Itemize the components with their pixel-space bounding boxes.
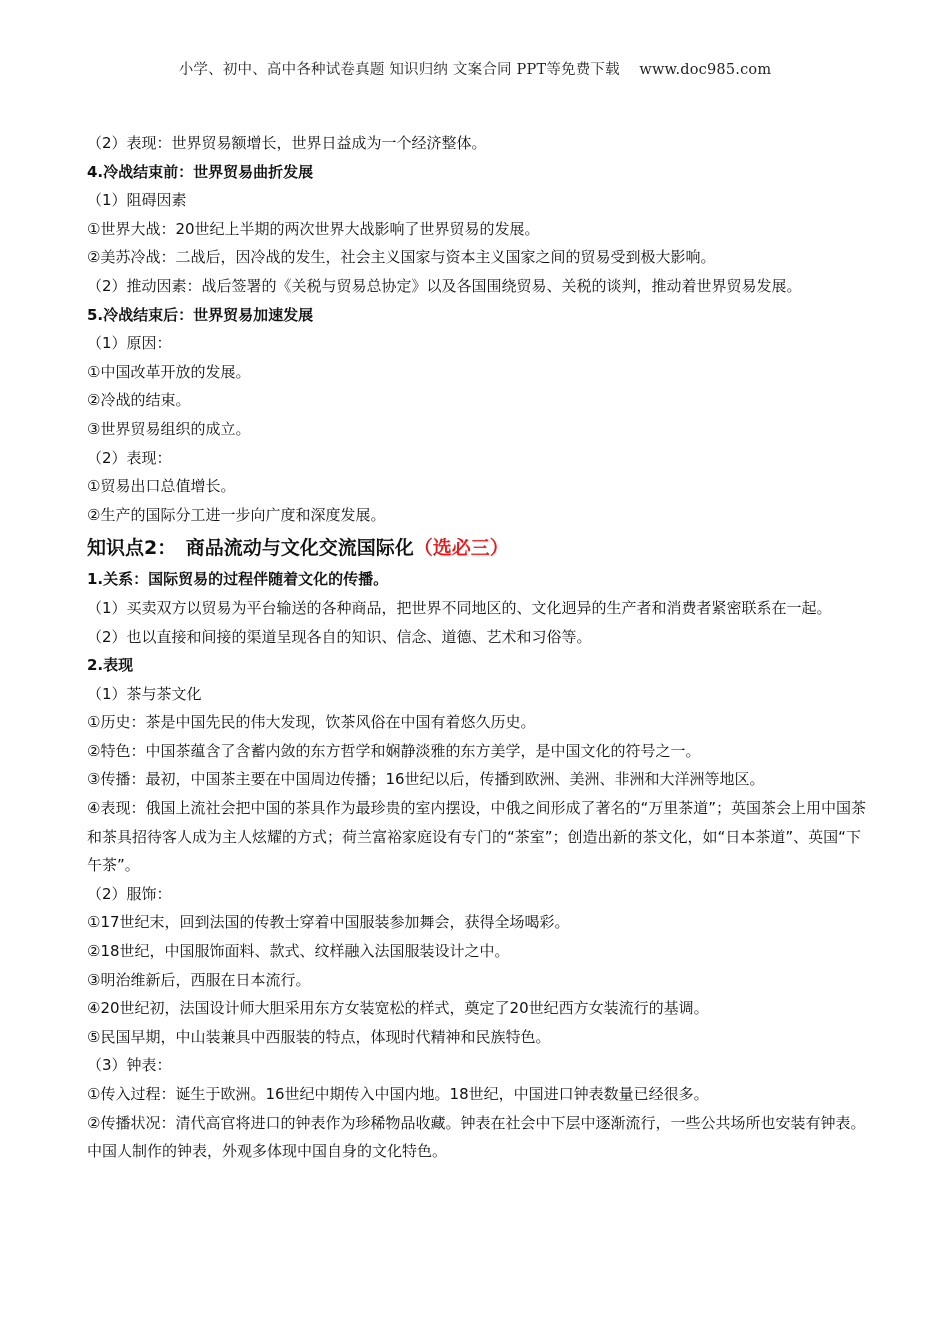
paragraph: ③明治维新后，西服在日本流行。 [87, 970, 311, 989]
document-body [87, 129, 867, 1166]
paragraph: ④20世纪初，法国设计师大胆采用东方女装宽松的样式，奠定了20世纪西方女装流行的基调。 [87, 999, 709, 1018]
paragraph: ③世界贸易组织的成立。 [87, 419, 251, 438]
paragraph: （2）也以直接和间接的渠道呈现各自的知识、信念、道德、艺术和习俗等。 [87, 627, 592, 646]
paragraph: ①世界大战：20世纪上半期的两次世界大战影响了世界贸易的发展。 [87, 219, 540, 238]
paragraph: ⑤民国早期，中山装兼具中西服装的特点，体现时代精神和民族特色。 [87, 1027, 551, 1046]
paragraph: ②传播状况：清代高官将进口的钟表作为珍稀物品收藏。钟表在社会中下层中逐渐流行，一些公共场所也安装有钟表。中国人制作的钟表，外观多体现中国自身的文化特色。 [87, 1113, 866, 1161]
paragraph: ①中国改革开放的发展。 [87, 362, 251, 381]
paragraph: ①17世纪末，回到法国的传教士穿着中国服装参加舞会，获得全场喝彩。 [87, 913, 570, 932]
paragraph: ②美苏冷战：二战后，因冷战的发生，社会主义国家与资本主义国家之间的贸易受到极大影响。 [87, 248, 716, 267]
paragraph: （3）钟表： [87, 1056, 172, 1075]
paragraph: （2）表现： [87, 448, 172, 467]
subheading: 5.冷战结束后：世界贸易加速发展 [87, 305, 314, 324]
paragraph: ①历史：茶是中国先民的伟大发现，饮茶风俗在中国有着悠久历史。 [87, 713, 536, 732]
paragraph: ②特色：中国茶蕴含了含蓄内敛的东方哲学和娴静淡雅的东方美学，是中国文化的符号之一。 [87, 741, 701, 760]
paragraph: ①传入过程：诞生于欧洲。16世纪中期传入中国内地。18世纪，中国进口钟表数量已经很多。 [87, 1085, 709, 1103]
subheading: 1.关系：国际贸易的过程伴随着文化的传播。 [87, 570, 389, 589]
subheading: 2.表现 [87, 656, 134, 675]
section-heading [87, 531, 867, 565]
section-title: 知识点2： 商品流动与文化交流国际化 [87, 537, 414, 560]
section-tag: （选必三） [413, 537, 509, 560]
paragraph: （1）茶与茶文化 [87, 684, 202, 703]
paragraph: （2）推动因素：战后签署的《关税与贸易总协定》以及各国围绕贸易、关税的谈判，推动着世界贸易发展。 [87, 276, 802, 295]
paragraph: （2）表现：世界贸易额增长，世界日益成为一个经济整体。 [87, 134, 487, 152]
paragraph: （1）原因： [87, 334, 172, 353]
subheading: 4.冷战结束前：世界贸易曲折发展 [87, 162, 314, 181]
paragraph: （2）服饰： [87, 884, 172, 903]
paragraph: ②18世纪，中国服饰面料、款式、纹样融入法国服装设计之中。 [87, 942, 510, 961]
paragraph: ①贸易出口总值增长。 [87, 477, 236, 496]
paragraph: ③传播：最初，中国茶主要在中国周边传播；16世纪以后，传播到欧洲、美洲、非洲和大洋洲等地区。 [87, 770, 765, 789]
paragraph: （1）阻碍因素 [87, 191, 187, 210]
paragraph: （1）买卖双方以贸易为平台输送的各种商品，把世界不同地区的、文化迥异的生产者和消费者紧密联系在一起。 [87, 598, 832, 617]
paragraph: ④表现：俄国上流社会把中国的茶具作为最珍贵的室内摆设，中俄之间形成了著名的“万里茶道”；英国茶会上用中国茶和茶具招待客人成为主人炫耀的方式；荷兰富裕家庭设有专门的“茶室”；创造出新的茶文化，如“日本茶道”、英国“下午茶”。 [87, 799, 866, 875]
paragraph: ②冷战的结束。 [87, 391, 191, 410]
page-header: 小学、初中、高中各种试卷真题 知识归纳 文案合同 PPT等免费下载 www.doc985.com [178, 62, 772, 78]
paragraph: ②生产的国际分工进一步向广度和深度发展。 [87, 505, 386, 524]
